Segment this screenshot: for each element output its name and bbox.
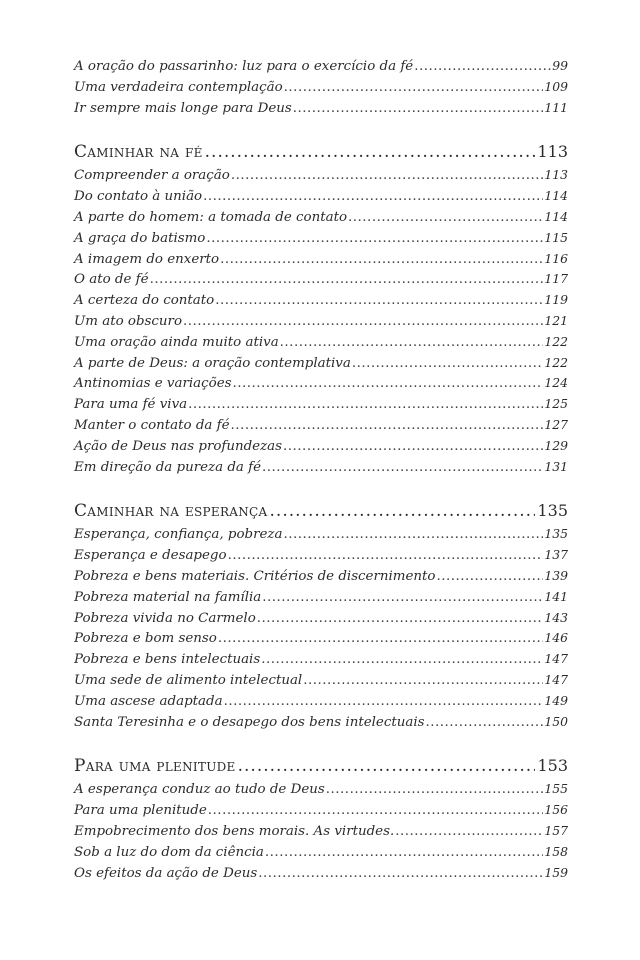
page-number: 114 — [544, 188, 568, 204]
toc-entry — [74, 610, 568, 631]
toc-entry — [74, 865, 568, 886]
dot-leader — [261, 652, 543, 667]
page-number: 117 — [544, 271, 568, 287]
dot-leader — [414, 59, 551, 74]
toc-entry — [74, 693, 568, 714]
dot-leader — [220, 252, 543, 267]
page-number: 156 — [544, 802, 568, 818]
entry-title: Uma oração ainda muito ativa — [74, 334, 279, 350]
page-number: 149 — [544, 692, 568, 708]
dot-leader — [348, 210, 543, 225]
dot-leader — [183, 314, 543, 329]
dot-leader — [150, 272, 544, 287]
page-number: 129 — [544, 437, 568, 453]
section-heading — [74, 142, 568, 166]
dot-leader — [283, 527, 543, 542]
toc-entry — [74, 251, 568, 272]
entry-title: Sob a luz do dom da ciência — [74, 844, 264, 860]
toc-entry — [74, 672, 568, 693]
toc-entry — [74, 230, 568, 251]
toc-entry — [74, 100, 568, 121]
dot-leader — [206, 231, 543, 246]
entry-title: A oração do passarinho: luz para o exercício da fé — [74, 59, 414, 74]
dot-leader — [436, 569, 543, 584]
page-number: 155 — [544, 781, 568, 797]
page-number: 121 — [544, 312, 568, 328]
page-number: 125 — [544, 396, 568, 412]
entry-title: Em direção da pureza da fé — [74, 459, 262, 475]
dot-leader — [205, 142, 536, 162]
entry-title: Antinomias e variações — [74, 376, 232, 392]
entry-title: Esperança, confiança, pobreza — [74, 527, 283, 543]
toc-entry — [74, 417, 568, 438]
page-number: 113 — [537, 142, 568, 162]
toc-entry — [74, 334, 568, 355]
toc-entry — [74, 781, 568, 802]
toc-intro-entries — [74, 58, 568, 120]
page-number: 150 — [544, 713, 568, 729]
page-number: 131 — [544, 458, 568, 474]
page-number: 158 — [544, 843, 568, 859]
toc-entry — [74, 459, 568, 480]
dot-leader — [280, 335, 544, 350]
entry-title: Empobrecimento dos bens morais. As virtudes. — [74, 823, 395, 839]
section-heading — [74, 501, 568, 525]
toc-entry — [74, 209, 568, 230]
dot-leader — [262, 590, 543, 605]
toc-entry — [74, 651, 568, 672]
entry-title: Um ato obscuro — [74, 313, 183, 329]
toc-entry — [74, 188, 568, 209]
entry-title: O ato de fé — [74, 272, 149, 288]
page-number: 111 — [544, 99, 568, 115]
toc-entry — [74, 526, 568, 547]
entry-title: Compreender a oração — [74, 168, 230, 184]
section-title: Caminhar na esperança — [74, 501, 268, 522]
toc-entry — [74, 79, 568, 100]
page-number: 143 — [544, 609, 568, 625]
entry-title: A parte do homem: a tomada de contato — [74, 209, 348, 225]
dot-leader — [257, 611, 544, 626]
entry-title: Uma ascese adaptada — [74, 693, 223, 709]
entry-title: A esperança conduz ao tudo de Deus — [74, 782, 325, 798]
dot-leader — [326, 782, 544, 797]
toc-entry — [74, 292, 568, 313]
entry-title: Ir sempre mais longe para Deus — [74, 100, 292, 116]
toc-entry — [74, 375, 568, 396]
dot-leader — [208, 803, 544, 818]
toc-entry — [74, 313, 568, 334]
dot-leader — [238, 756, 536, 776]
toc-entry — [74, 589, 568, 610]
toc-entry — [74, 167, 568, 188]
page-number: 127 — [544, 416, 568, 432]
dot-leader — [228, 548, 544, 563]
toc-section — [74, 501, 568, 734]
page-number: 119 — [544, 292, 568, 308]
toc-entry — [74, 547, 568, 568]
page-number: 153 — [537, 756, 568, 776]
toc-section — [74, 142, 568, 479]
entry-title: Pobreza e bens intelectuais — [74, 652, 261, 668]
entry-title: Pobreza material na família — [74, 589, 262, 605]
dot-leader — [231, 418, 544, 433]
dot-leader — [283, 439, 543, 454]
dot-leader — [270, 501, 536, 521]
dot-leader — [426, 715, 544, 730]
entry-title: A imagem do enxerto — [74, 251, 220, 267]
entry-title: Santa Teresinha e o desapego dos bens intelectuais — [74, 714, 425, 730]
page-number: 113 — [544, 167, 568, 183]
dot-leader — [233, 376, 544, 391]
page-number: 135 — [537, 501, 568, 521]
dot-leader — [215, 293, 543, 308]
section-title: Caminhar na fé — [74, 142, 203, 163]
dot-leader — [352, 356, 543, 371]
dot-leader — [303, 673, 543, 688]
toc-entry — [74, 844, 568, 865]
toc-entry — [74, 271, 568, 292]
page-number: 137 — [544, 547, 568, 563]
page-number: 122 — [544, 333, 568, 349]
dot-leader — [293, 101, 544, 116]
dot-leader — [262, 460, 543, 475]
page-number: 114 — [544, 208, 568, 224]
page-number: 122 — [544, 354, 568, 370]
toc-entry — [74, 568, 568, 589]
page-number: 115 — [544, 229, 568, 245]
dot-leader — [224, 694, 544, 709]
entry-title: Manter o contato da fé — [74, 417, 230, 433]
page-number: 147 — [544, 671, 568, 687]
entry-title: Para uma fé viva — [74, 397, 188, 413]
toc-entry — [74, 396, 568, 417]
dot-leader — [395, 824, 543, 839]
table-of-contents — [74, 58, 568, 885]
dot-leader — [284, 80, 544, 95]
dot-leader — [188, 397, 543, 412]
entry-title: Esperança e desapego — [74, 548, 227, 564]
page-number: 124 — [544, 375, 568, 391]
page-number: 147 — [544, 651, 568, 667]
entry-title: Os efeitos da ação de Deus — [74, 865, 258, 881]
section-title: Para uma plenitude — [74, 756, 236, 777]
dot-leader — [231, 168, 544, 183]
entry-title: Para uma plenitude — [74, 803, 207, 819]
entry-title: A certeza do contato — [74, 293, 215, 309]
entry-title: Uma sede de alimento intelectual — [74, 672, 303, 688]
page-number: 159 — [544, 864, 568, 880]
entry-title: Do contato à união — [74, 189, 203, 205]
toc-section — [74, 756, 568, 885]
page-number: 109 — [544, 78, 568, 94]
page-number: 157 — [544, 822, 568, 838]
toc-entry — [74, 714, 568, 735]
toc-entry — [74, 438, 568, 459]
section-heading — [74, 756, 568, 780]
toc-entry — [74, 802, 568, 823]
toc-entry — [74, 630, 568, 651]
page-number: 141 — [544, 588, 568, 604]
dot-leader — [265, 845, 543, 860]
entry-title: Ação de Deus nas profundezas — [74, 438, 283, 454]
dot-leader — [258, 866, 543, 881]
dot-leader — [218, 631, 543, 646]
entry-title: Uma verdadeira contemplação — [74, 79, 283, 95]
toc-entry — [74, 355, 568, 376]
page-number: 139 — [544, 567, 568, 583]
toc-entry — [74, 58, 568, 79]
entry-title: Pobreza vivida no Carmelo — [74, 610, 256, 626]
dot-leader — [203, 189, 543, 204]
entry-title: Pobreza e bens materiais. Critérios de discernimento — [74, 568, 436, 584]
page-number: 99 — [552, 58, 568, 73]
page-number: 135 — [544, 526, 568, 542]
page-number: 116 — [544, 250, 568, 266]
toc-entry — [74, 823, 568, 844]
toc-sections — [74, 142, 568, 885]
entry-title: A parte de Deus: a oração contemplativa — [74, 355, 351, 371]
entry-title: Pobreza e bom senso — [74, 631, 217, 647]
entry-title: A graça do batismo — [74, 230, 206, 246]
page-number: 146 — [544, 630, 568, 646]
